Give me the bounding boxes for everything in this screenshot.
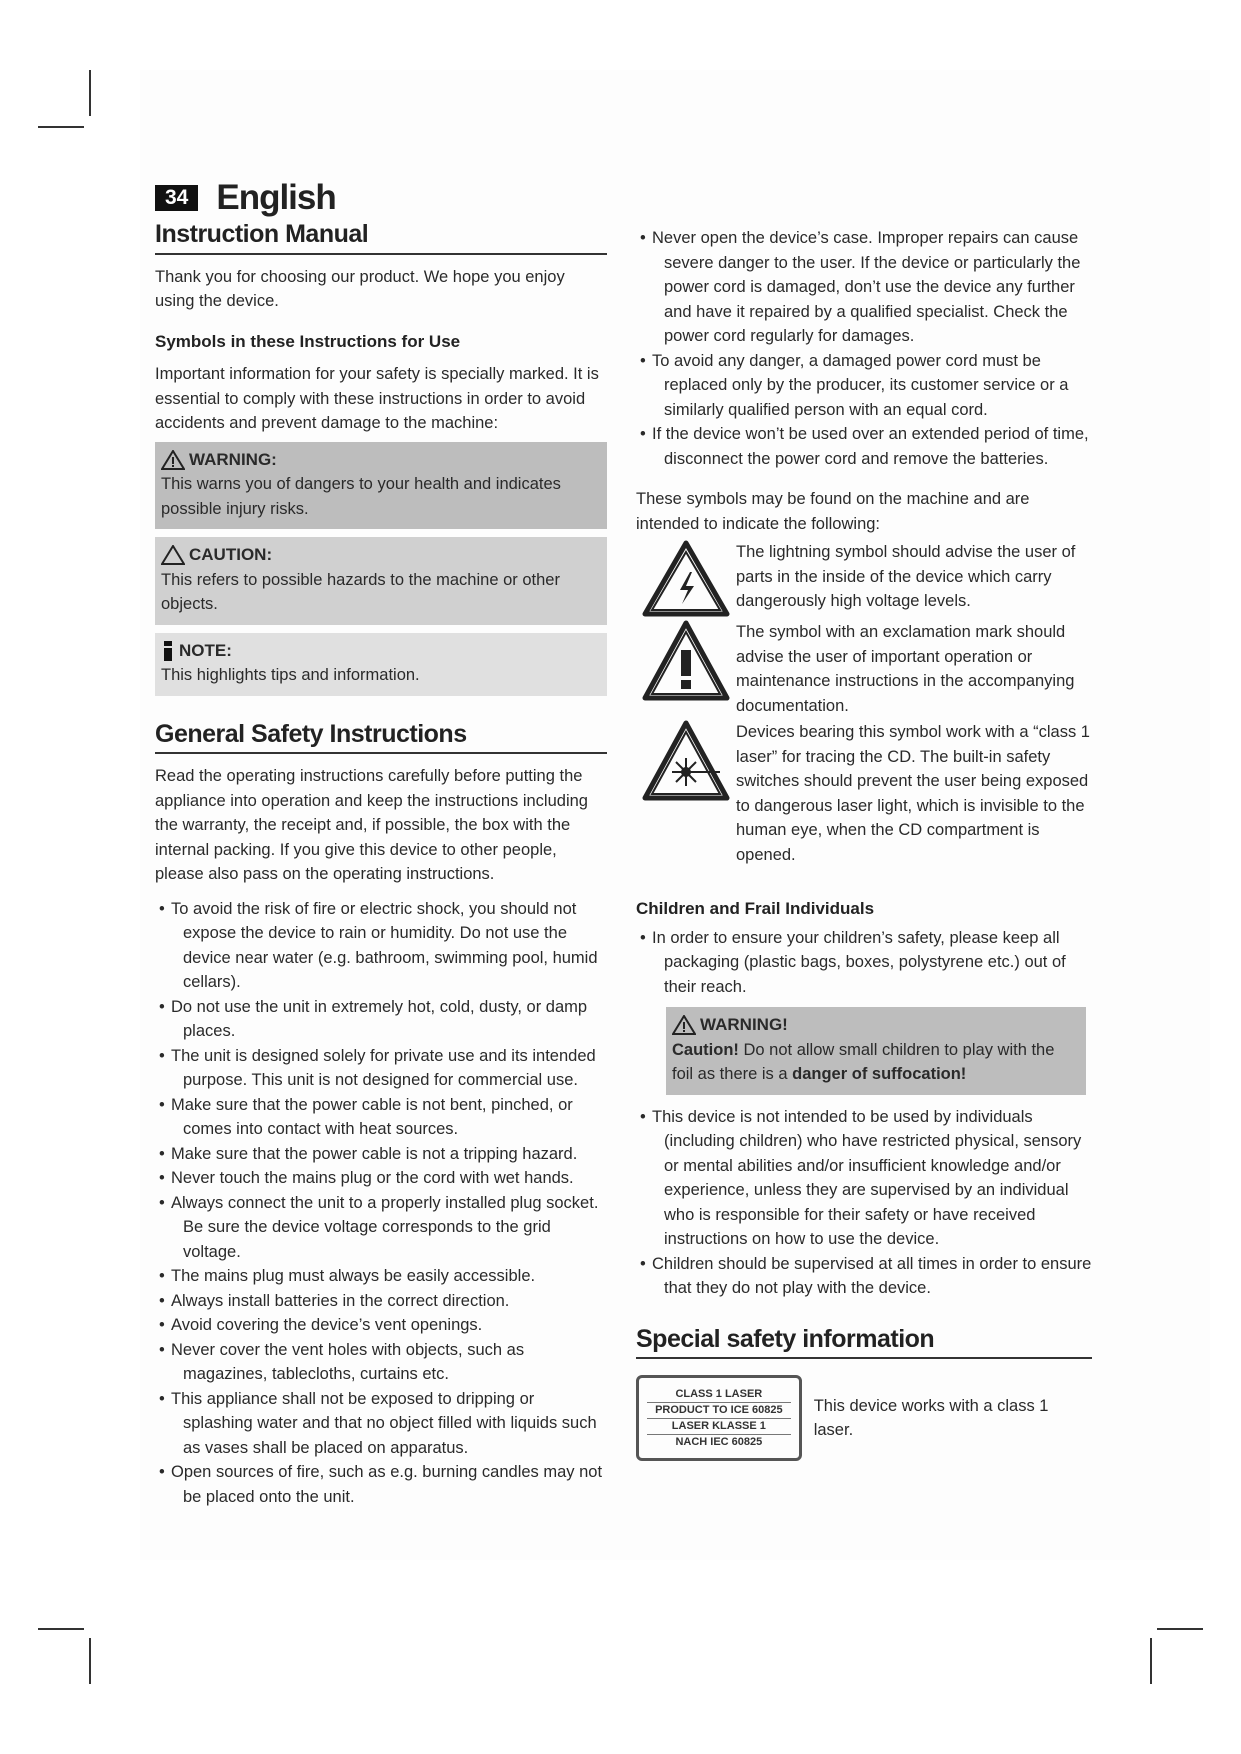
children-list (636, 926, 1092, 1000)
crop-mark (38, 1628, 84, 1630)
list-item: • Never touch the mains plug or the cord with wet hands. (155, 1166, 607, 1191)
exclamation-warning-icon (642, 620, 730, 702)
general-safety-heading: General Safety Instructions (155, 722, 607, 755)
symbols-heading: Symbols in these Instructions for Use (155, 331, 461, 351)
note-box (155, 633, 607, 696)
symbols-text: Important information for your safety is specially marked. It is essential to comply with these instructions in order to avoid accidents and prevent damage to the machine: (155, 365, 599, 432)
crop-mark (89, 1638, 91, 1684)
general-safety-list (155, 897, 607, 1510)
caution-box (155, 537, 607, 625)
crop-mark (89, 70, 91, 116)
children-warning-title: WARNING! (700, 1015, 788, 1034)
list-item: • The mains plug must always be easily accessible. (155, 1264, 607, 1289)
list-item: • Always connect the unit to a properly installed plug socket. Be sure the device voltage corresponds to the grid voltage. (155, 1191, 607, 1265)
list-item: • Open sources of fire, such as e.g. burning candles may not be placed onto the unit. (155, 1460, 607, 1509)
laser-class-label: CLASS 1 LASER PRODUCT TO ICE 60825 LASER KLASSE 1 NACH IEC 60825 (636, 1375, 802, 1461)
symbol-row-laser (636, 720, 1092, 867)
children-heading: Children and Frail Individuals (636, 899, 875, 918)
crop-mark (1150, 1638, 1152, 1684)
laser-label-row (636, 1375, 1092, 1461)
lightning-warning-icon (642, 540, 730, 618)
children-warning-text: Caution! Do not allow small children to play with the foil as there is a danger of suffocation! (672, 1040, 1055, 1083)
laser-info-text: This device works with a class 1 laser. (813, 1396, 1049, 1439)
page-header (155, 178, 336, 218)
warning-title: WARNING: (189, 449, 277, 469)
list-item: • If the device won’t be used over an extended period of time, disconnect the power cord and remove the batteries. (636, 422, 1092, 471)
list-item: • Children should be supervised at all times in order to ensure that they do not play with the device. (636, 1252, 1092, 1301)
list-item: • The unit is designed solely for private use and its intended purpose. This unit is not designed for commercial use. (155, 1044, 607, 1093)
list-item: • Never cover the vent holes with objects, such as magazines, tablecloths, curtains etc. (155, 1338, 607, 1387)
caution-text: This refers to possible hazards to the machine or other objects. (161, 570, 560, 613)
warning-triangle-icon (161, 450, 185, 470)
children-list-continued (636, 1105, 1092, 1301)
page-number: 34 (155, 185, 198, 211)
symbol-row-lightning (636, 540, 1092, 618)
list-item: • To avoid the risk of fire or electric shock, you should not expose the device to rain or humidity. Do not use the device near water (e.g. bathroom, swimming pool, humid cellars). (155, 897, 607, 995)
instruction-manual-heading: Instruction Manual (155, 222, 607, 255)
list-item: • Avoid covering the device’s vent openings. (155, 1313, 607, 1338)
language-title: English (216, 178, 336, 217)
symbol-text: Devices bearing this symbol work with a “class 1 laser” for tracing the CD. The built-in safety switches should prevent the user being exposed to dangerous laser light, which is invisible to the human eye, when the CD compartment is opened. (736, 723, 1090, 864)
general-intro: Read the operating instructions carefully before putting the appliance into operation and keep the instructions including the warranty, the receipt and, if possible, the box with the internal packing. If you give this device to other people, please also pass on the operating instructions. (155, 767, 588, 883)
symbol-text: The lightning symbol should advise the user of parts in the inside of the device which carry dangerously high voltage levels. (736, 543, 1076, 610)
list-item: • Always install batteries in the correct direction. (155, 1289, 607, 1314)
symbols-intro: These symbols may be found on the machine and are intended to indicate the following: (636, 490, 1030, 533)
right-column (636, 226, 1092, 1461)
children-warning-box (666, 1007, 1086, 1095)
warning-text: This warns you of dangers to your health and indicates possible injury risks. (161, 475, 561, 518)
crop-mark (38, 126, 84, 128)
list-item: • This device is not intended to be used by individuals (including children) who have restricted physical, sensory or mental abilities and/or insufficient knowledge and/or experience, unless they are supervised by an individual who is responsible for their safety or have received instructions on how to use the device. (636, 1105, 1092, 1252)
intro-text: Thank you for choosing our product. We hope you enjoy using the device. (155, 267, 565, 310)
special-safety-heading: Special safety information (636, 1327, 1092, 1360)
crop-mark (1157, 1628, 1203, 1630)
note-title: NOTE: (179, 640, 232, 660)
symbol-row-exclamation (636, 620, 1092, 718)
list-item: • Make sure that the power cable is not bent, pinched, or comes into contact with heat sources. (155, 1093, 607, 1142)
laser-warning-icon (642, 720, 730, 802)
list-item: • Make sure that the power cable is not a tripping hazard. (155, 1142, 607, 1167)
caution-triangle-icon (161, 545, 185, 565)
list-item: • This appliance shall not be exposed to dripping or splashing water and that no object filled with liquids such as vases shall be placed on apparatus. (155, 1387, 607, 1461)
list-item: • Never open the device’s case. Improper repairs can cause severe danger to the user. If the device or particularly the power cord is damaged, don’t use the device any further and have it repaired by a qualified specialist. Check the power cord regularly for damages. (636, 226, 1092, 349)
symbol-text: The symbol with an exclamation mark should advise the user of important operation or maintenance instructions in the accompanying documentation. (736, 623, 1075, 715)
safety-list-continued (636, 226, 1092, 471)
list-item: • To avoid any danger, a damaged power cord must be replaced only by the producer, its customer service or a similarly qualified person with an equal cord. (636, 349, 1092, 423)
list-item: • Do not use the unit in extremely hot, cold, dusty, or damp places. (155, 995, 607, 1044)
warning-box (155, 442, 607, 530)
caution-title: CAUTION: (189, 545, 273, 564)
warning-triangle-icon (672, 1015, 696, 1035)
list-item: • In order to ensure your children’s safety, please keep all packaging (plastic bags, boxes, polystyrene etc.) out of their reach. (636, 926, 1092, 1000)
info-icon (161, 641, 175, 661)
note-text: This highlights tips and information. (161, 666, 420, 684)
left-column (155, 222, 607, 1509)
